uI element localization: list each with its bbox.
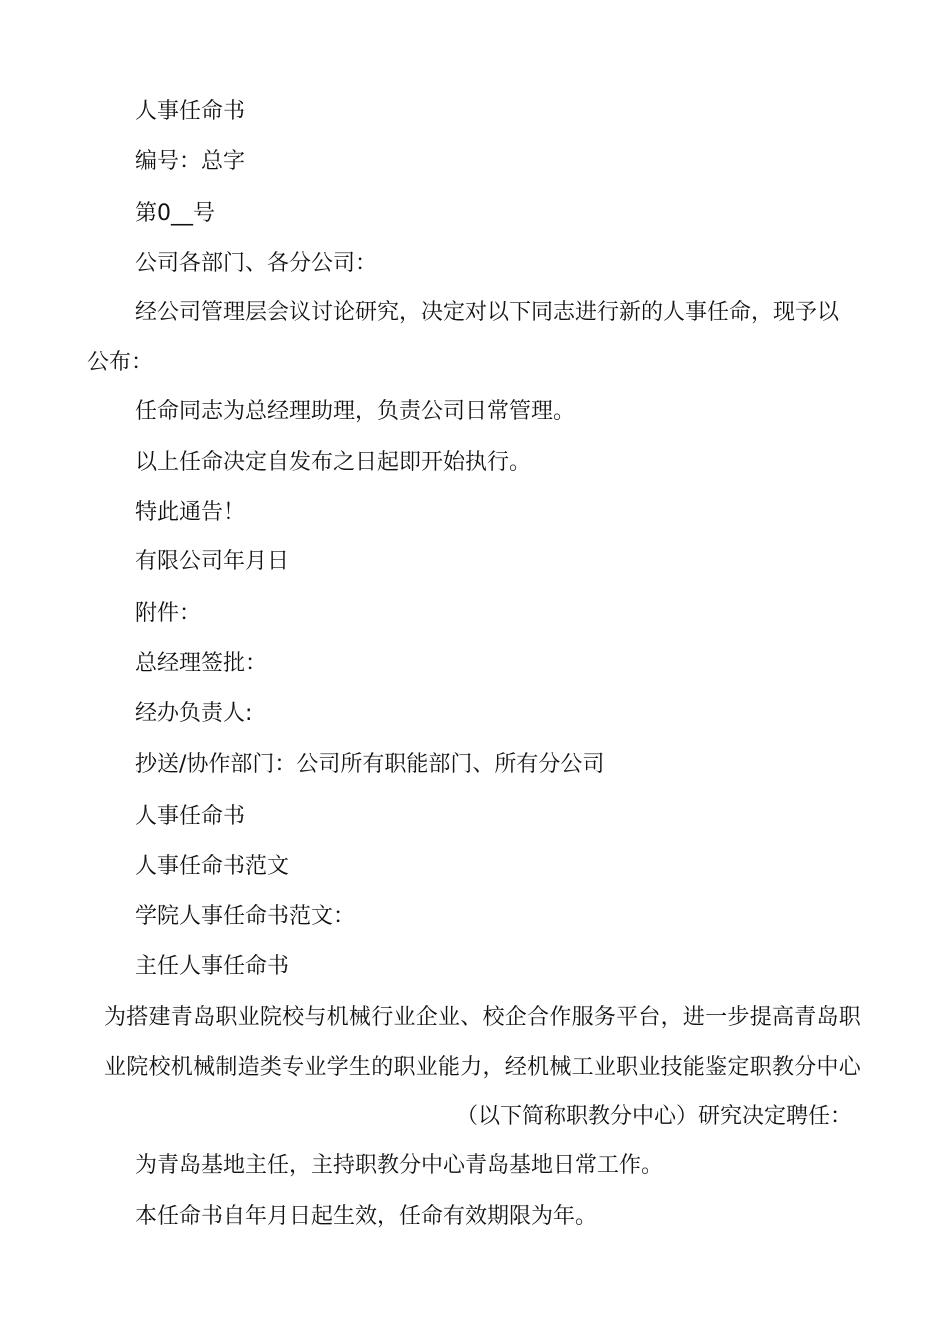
section-title: 人事任命书 [135, 804, 246, 829]
document-number: 编号：总字 [135, 149, 246, 174]
handler-label: 经办负责人: [135, 701, 253, 726]
paragraph-effective: 以上任命决定自发布之日起即开始执行。 [135, 450, 532, 475]
paragraph-appointment: 任命同志为总经理助理，负责公司日常管理。 [135, 399, 576, 424]
document-serial: 第0__号 [135, 201, 215, 226]
paragraph-purpose-line1: 为 搭 建 青 岛 职 业 院 校 与 机 械 行 业 企 业 、 校 企 合 作 服 务 平 台 ， 进 一 步 提 高 青 岛 职 [104, 1005, 861, 1030]
paragraph-validity: 本任命书自年月日起生效，任命有效期限为年。 [135, 1204, 598, 1229]
salutation: 公司各部门、各分公司： [135, 251, 378, 276]
document-title: 人事任命书 [135, 99, 246, 124]
cc-departments: 抄送/协作部门：公司所有职能部门、所有分公司 [135, 752, 605, 777]
paragraph-purpose-line2: 业 院 校 机 械 制 造 类 专 业 学 生 的 职 业 能 力 ， 经 机 械 工 业 职 业 技 能 鉴 定 职 教 分 中 心 [104, 1055, 861, 1080]
paragraph-intro-cont: 公布： [87, 350, 154, 375]
company-date: 有限公司年月日 [135, 549, 290, 574]
college-sample-title: 学院人事任命书范文： [135, 904, 356, 929]
gm-approval-label: 总经理签批： [135, 651, 268, 676]
paragraph-director-duty: 为青岛基地主任，主持职教分中心青岛基地日常工作。 [135, 1153, 664, 1178]
paragraph-purpose-line3: （以下简称职教分中心）研究决定聘任： [455, 1104, 852, 1129]
paragraph-intro: 经公司管理层会议讨论研究，决定对以下同志进行新的人事任命，现予以 [135, 300, 840, 325]
director-title: 主任人事任命书 [135, 954, 290, 979]
notice-closing: 特此通告！ [135, 500, 246, 525]
attachment-label: 附件： [135, 601, 202, 626]
sample-title: 人事任命书范文 [135, 854, 290, 879]
